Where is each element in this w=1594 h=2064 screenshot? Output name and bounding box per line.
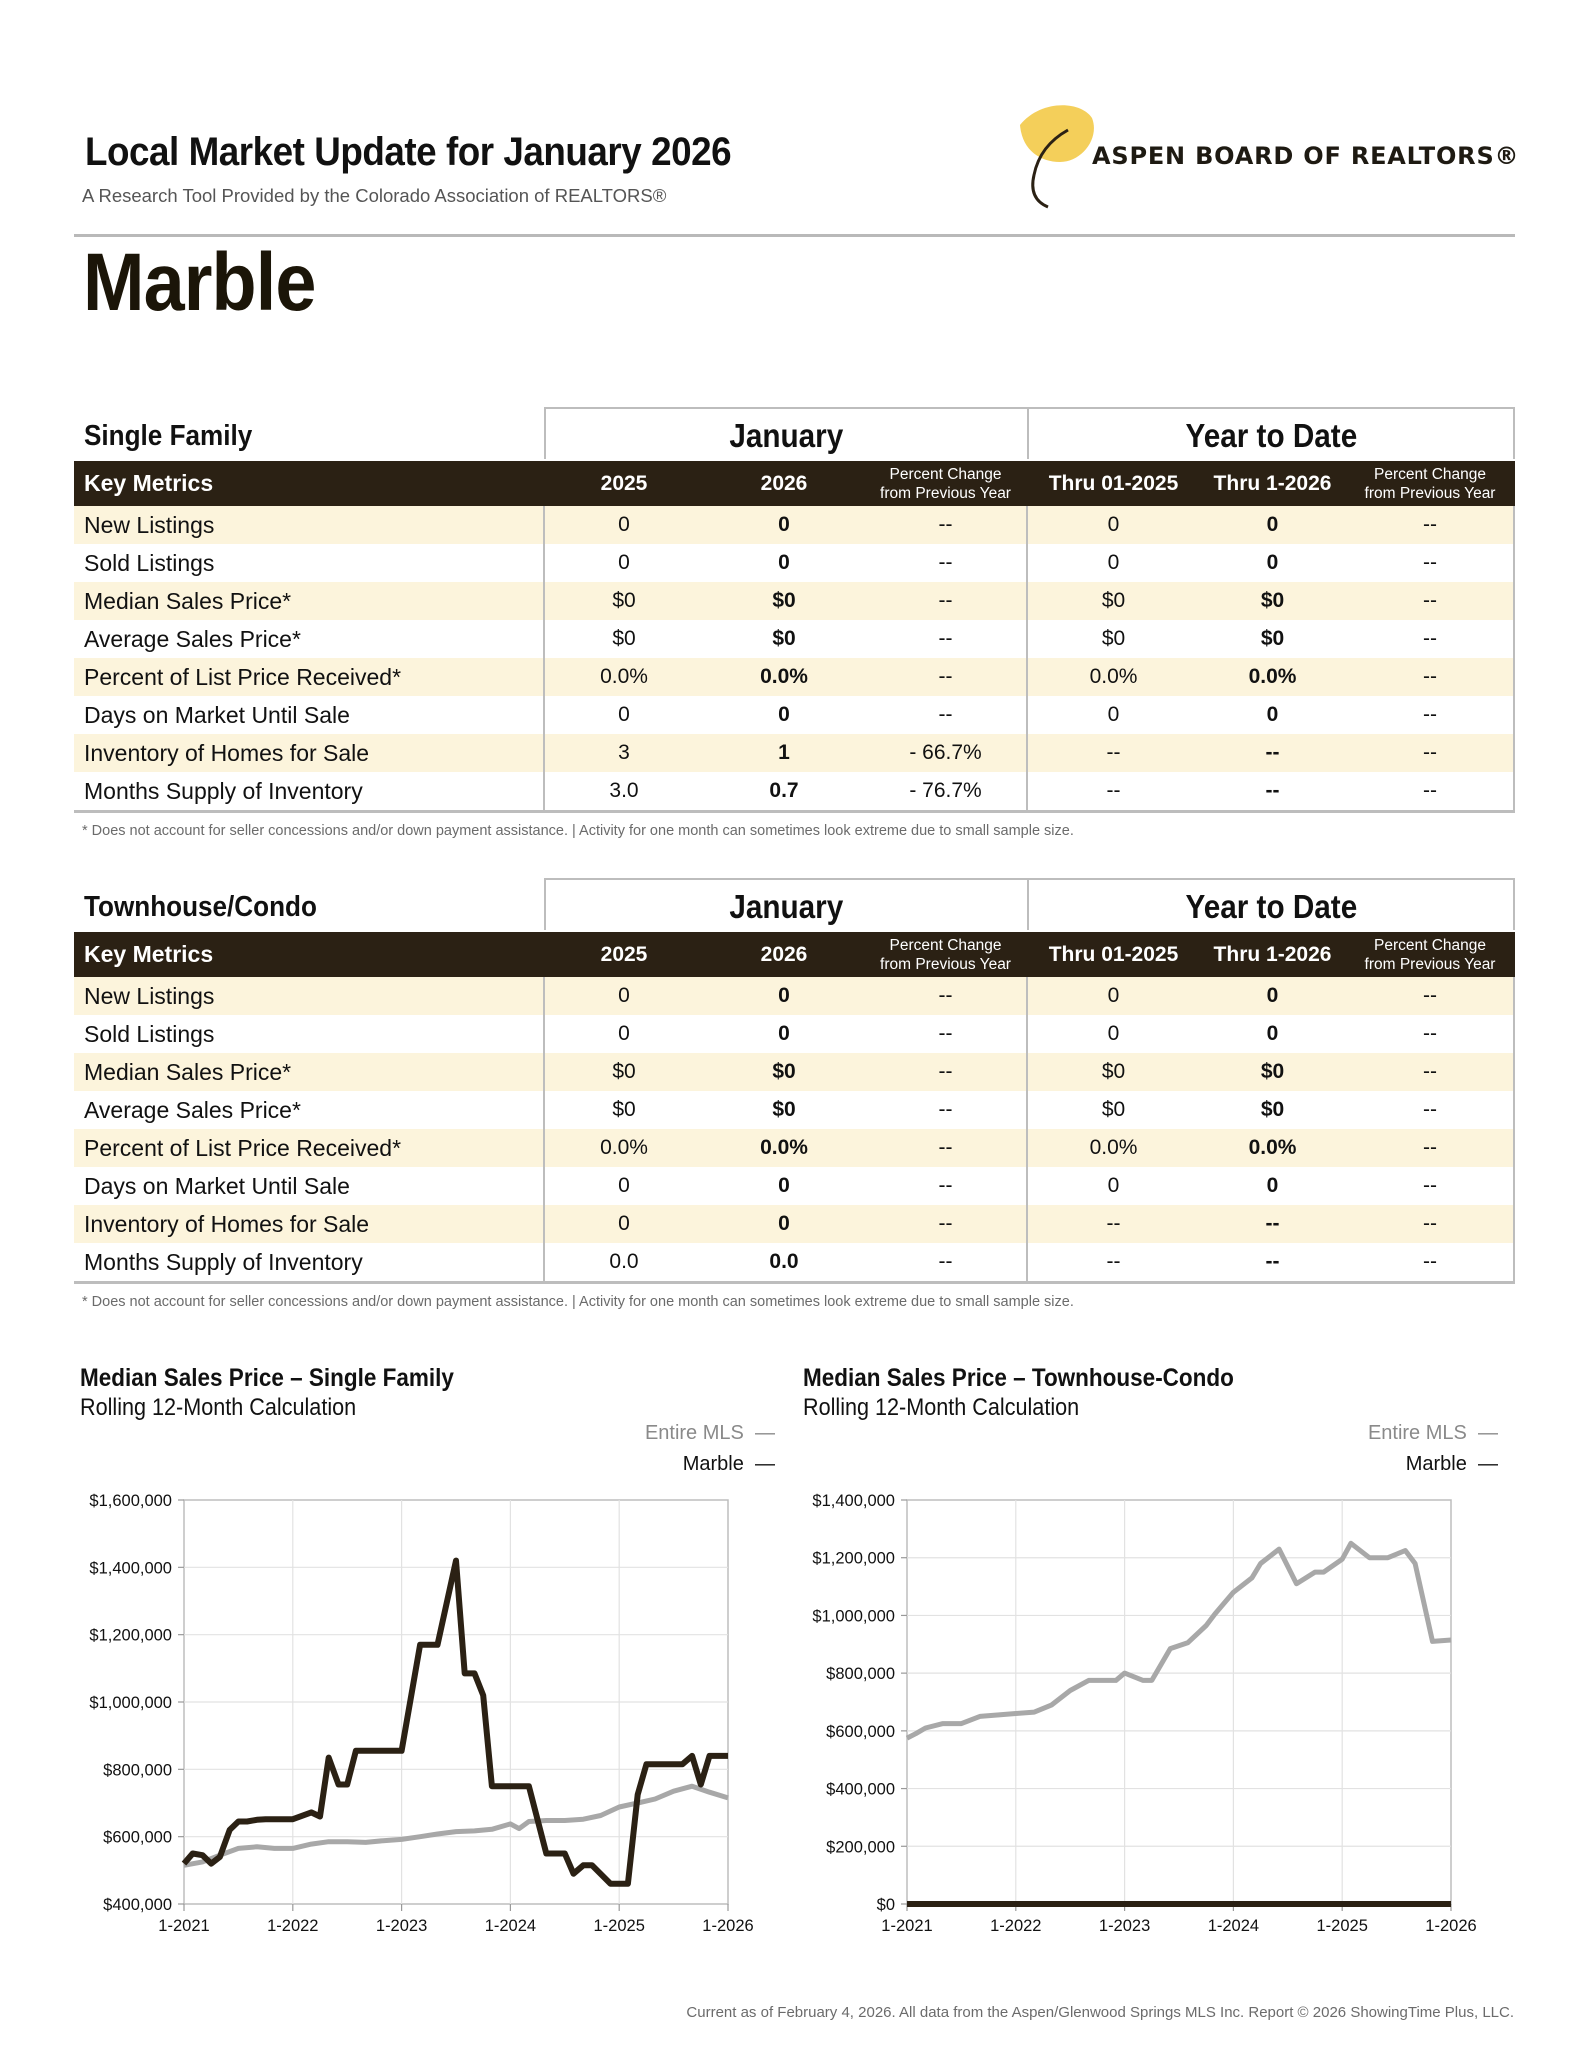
ytd-prev: 0.0% bbox=[1089, 1136, 1138, 1159]
table-bottom-border bbox=[74, 1281, 1515, 1284]
ytd-pct-change: -- bbox=[1423, 1098, 1437, 1121]
logo-text: ASPEN BOARD OF REALTORS® bbox=[1092, 142, 1520, 170]
metric-name: Inventory of Homes for Sale bbox=[84, 1210, 370, 1237]
metric-name: Median Sales Price* bbox=[84, 1058, 292, 1085]
metric-name: New Listings bbox=[84, 511, 215, 538]
col-2025-header: 2025 bbox=[600, 471, 648, 495]
x-tick-label: 1-2026 bbox=[1425, 1917, 1477, 1935]
value-2025: $0 bbox=[612, 627, 636, 650]
ytd-pct-change: -- bbox=[1423, 665, 1437, 688]
y-tick-label: $1,000,000 bbox=[89, 1694, 172, 1712]
place-name: Marble bbox=[83, 237, 316, 328]
table-row bbox=[74, 1243, 1515, 1281]
x-tick-label: 1-2026 bbox=[702, 1917, 754, 1935]
ytd-pct-change: -- bbox=[1423, 1022, 1437, 1045]
single-family-price-chart bbox=[80, 1364, 775, 1944]
metric-name: Percent of List Price Received* bbox=[84, 663, 402, 690]
y-tick-label: $0 bbox=[876, 1896, 895, 1914]
ytd-prev: $0 bbox=[1101, 1098, 1126, 1121]
metric-name: Average Sales Price* bbox=[84, 1096, 301, 1123]
pct-change: - 66.7% bbox=[909, 741, 982, 764]
legend-entire-mls: Entire MLS — bbox=[1367, 1422, 1498, 1444]
table-row bbox=[74, 658, 1515, 696]
ytd-prev: 0 bbox=[1107, 1022, 1120, 1045]
ytd-prev: 0.0% bbox=[1089, 665, 1138, 688]
value-2025: 0.0 bbox=[609, 1250, 639, 1273]
ytd-prev: 0 bbox=[1107, 984, 1120, 1007]
table-bottom-border bbox=[74, 810, 1515, 813]
report-footer: Current as of February 4, 2026. All data from the Aspen/Glenwood Springs MLS Inc. Report © 2026 ShowingTime Plus, LLC. bbox=[686, 2004, 1514, 2021]
ytd-pct-change: -- bbox=[1423, 627, 1437, 650]
legend-entire-mls: Entire MLS — bbox=[644, 1422, 775, 1444]
metric-name: Months Supply of Inventory bbox=[84, 1248, 363, 1275]
pct-change: -- bbox=[938, 1022, 953, 1045]
col-pct-change-header: Percent Change from Previous Year bbox=[880, 465, 1011, 502]
value-2026: $0 bbox=[772, 627, 796, 650]
y-tick-label: $600,000 bbox=[826, 1722, 895, 1741]
ytd-curr: 0.0% bbox=[1248, 1136, 1297, 1159]
ytd-pct-change: -- bbox=[1423, 1060, 1437, 1083]
ytd-curr: -- bbox=[1265, 779, 1280, 802]
ytd-prev: -- bbox=[1106, 779, 1121, 802]
series-line-entire-mls bbox=[907, 1543, 1451, 1738]
x-tick-label: 1-2024 bbox=[1207, 1917, 1260, 1935]
pct-change: -- bbox=[938, 703, 953, 726]
value-2025: 0 bbox=[618, 703, 630, 726]
january-group-header: January bbox=[544, 407, 1029, 459]
pct-change: -- bbox=[938, 1060, 953, 1083]
townhouse-condo-table bbox=[74, 878, 1515, 1310]
table-column-divider bbox=[1513, 977, 1515, 1281]
value-2026: 0.0 bbox=[769, 1250, 799, 1273]
table-row bbox=[74, 1015, 1515, 1053]
ytd-curr: 0 bbox=[1266, 1022, 1279, 1045]
value-2026: 0 bbox=[778, 1022, 790, 1045]
pct-change: -- bbox=[938, 665, 953, 688]
value-2025: $0 bbox=[612, 1060, 636, 1083]
value-2026: $0 bbox=[772, 1098, 796, 1121]
value-2025: 0 bbox=[618, 1174, 630, 1197]
y-tick-label: $1,600,000 bbox=[89, 1492, 172, 1510]
table-row bbox=[74, 620, 1515, 658]
ytd-prev: 0 bbox=[1107, 1174, 1120, 1197]
y-tick-label: $1,400,000 bbox=[89, 1559, 172, 1578]
metric-name: Sold Listings bbox=[84, 1020, 215, 1047]
value-2026: 1 bbox=[778, 741, 790, 764]
metric-name: Inventory of Homes for Sale bbox=[84, 739, 370, 766]
col-ytd-pct-change-header: Percent Change from Previous Year bbox=[1364, 936, 1496, 973]
x-tick-label: 1-2022 bbox=[267, 1917, 319, 1935]
x-tick-label: 1-2024 bbox=[484, 1917, 537, 1935]
x-tick-label: 1-2025 bbox=[1316, 1917, 1368, 1935]
ytd-curr: $0 bbox=[1260, 1098, 1285, 1121]
y-tick-label: $400,000 bbox=[103, 1896, 172, 1914]
metric-name: Days on Market Until Sale bbox=[84, 1172, 350, 1199]
metric-name: Percent of List Price Received* bbox=[84, 1134, 402, 1161]
x-tick-label: 1-2021 bbox=[881, 1917, 933, 1935]
chart-plot bbox=[803, 1364, 1483, 1944]
ytd-pct-change: -- bbox=[1423, 779, 1437, 802]
table-header-row bbox=[74, 932, 1515, 977]
table-section-title: Townhouse/Condo bbox=[84, 891, 317, 923]
ytd-prev: $0 bbox=[1101, 627, 1126, 650]
ytd-prev: 0 bbox=[1107, 703, 1120, 726]
metric-name: Sold Listings bbox=[84, 549, 215, 576]
value-2026: 0 bbox=[778, 513, 790, 536]
single-family-table bbox=[74, 407, 1515, 839]
pct-change: -- bbox=[938, 589, 953, 612]
ytd-prev: -- bbox=[1106, 1250, 1121, 1273]
table-body bbox=[74, 977, 1515, 1281]
legend-marble: Marble — bbox=[1405, 1453, 1498, 1475]
value-2026: 0 bbox=[778, 1212, 790, 1235]
pct-change: -- bbox=[938, 1098, 953, 1121]
series-line-entire-mls bbox=[184, 1786, 728, 1865]
table-column-divider bbox=[543, 977, 545, 1281]
table-row bbox=[74, 506, 1515, 544]
y-tick-label: $800,000 bbox=[826, 1665, 895, 1684]
chart-title: Median Sales Price – Single Family bbox=[80, 1364, 454, 1392]
ytd-pct-change: -- bbox=[1423, 741, 1437, 764]
ytd-prev: -- bbox=[1106, 741, 1121, 764]
col-thru-curr-header: Thru 1-2026 bbox=[1213, 942, 1332, 966]
table-row bbox=[74, 734, 1515, 772]
y-tick-label: $400,000 bbox=[826, 1780, 895, 1799]
ytd-prev: 0 bbox=[1107, 551, 1120, 574]
value-2025: 3.0 bbox=[609, 779, 639, 802]
table-section-title: Single Family bbox=[84, 420, 253, 452]
metric-name: Median Sales Price* bbox=[84, 587, 292, 614]
ytd-prev: $0 bbox=[1101, 1060, 1126, 1083]
ytd-pct-change: -- bbox=[1423, 1174, 1437, 1197]
pct-change: - 76.7% bbox=[909, 779, 982, 802]
table-footnote: * Does not account for seller concessions and/or down payment assistance. | Activity for one month can sometimes look extreme due to small sample size. bbox=[82, 1294, 1074, 1310]
townhouse-condo-price-chart bbox=[803, 1364, 1498, 1944]
ytd-pct-change: -- bbox=[1423, 984, 1437, 1007]
y-tick-label: $1,000,000 bbox=[812, 1607, 895, 1626]
y-tick-label: $600,000 bbox=[103, 1828, 172, 1847]
ytd-curr: 0 bbox=[1266, 551, 1279, 574]
pct-change: -- bbox=[938, 1212, 953, 1235]
table-header-row bbox=[74, 461, 1515, 506]
col-thru-prev-header: Thru 01-2025 bbox=[1048, 471, 1179, 495]
pct-change: -- bbox=[938, 984, 953, 1007]
ytd-curr: -- bbox=[1265, 1212, 1280, 1235]
ytd-prev: -- bbox=[1106, 1212, 1121, 1235]
chart-subtitle: Rolling 12-Month Calculation bbox=[803, 1394, 1080, 1421]
value-2026: 0.7 bbox=[769, 779, 799, 802]
ytd-prev: $0 bbox=[1101, 589, 1126, 612]
value-2025: $0 bbox=[612, 589, 636, 612]
col-ytd-pct-change-header: Percent Change from Previous Year bbox=[1364, 465, 1496, 502]
aspen-leaf-icon bbox=[1010, 100, 1100, 215]
ytd-prev: 0 bbox=[1107, 513, 1120, 536]
grid bbox=[901, 1500, 1451, 1911]
ytd-curr: 0.0% bbox=[1248, 665, 1297, 688]
pct-change: -- bbox=[938, 1250, 953, 1273]
report-title: Local Market Update for January 2026 bbox=[85, 130, 732, 174]
table-column-divider bbox=[1513, 506, 1515, 810]
value-2026: 0 bbox=[778, 703, 790, 726]
pct-change: -- bbox=[938, 1136, 953, 1159]
pct-change: -- bbox=[938, 1174, 953, 1197]
pct-change: -- bbox=[938, 551, 953, 574]
value-2025: 0 bbox=[618, 1022, 630, 1045]
ytd-group-header: Year to Date bbox=[1027, 407, 1515, 459]
value-2025: $0 bbox=[612, 1098, 636, 1121]
col-2026-header: 2026 bbox=[760, 942, 808, 966]
table-row bbox=[74, 696, 1515, 734]
table-row bbox=[74, 772, 1515, 810]
col-thru-curr-header: Thru 1-2026 bbox=[1213, 471, 1332, 495]
ytd-pct-change: -- bbox=[1423, 589, 1437, 612]
table-body bbox=[74, 506, 1515, 810]
table-row bbox=[74, 977, 1515, 1015]
value-2026: 0 bbox=[778, 551, 790, 574]
x-tick-label: 1-2023 bbox=[1098, 1917, 1151, 1935]
table-row bbox=[74, 544, 1515, 582]
ytd-curr: -- bbox=[1265, 1250, 1280, 1273]
chart-plot bbox=[80, 1364, 760, 1944]
report-subtitle: A Research Tool Provided by the Colorado Association of REALTORS® bbox=[82, 185, 667, 206]
x-tick-label: 1-2023 bbox=[375, 1917, 428, 1935]
table-column-divider bbox=[1026, 977, 1028, 1281]
table-row bbox=[74, 1053, 1515, 1091]
pct-change: -- bbox=[938, 513, 953, 536]
plot-frame bbox=[907, 1500, 1451, 1904]
ytd-curr: $0 bbox=[1260, 627, 1285, 650]
ytd-pct-change: -- bbox=[1423, 1136, 1437, 1159]
table-column-divider bbox=[543, 506, 545, 810]
january-group-header: January bbox=[544, 878, 1029, 930]
value-2026: $0 bbox=[772, 589, 796, 612]
value-2025: 0.0% bbox=[600, 665, 648, 688]
pct-change: -- bbox=[938, 627, 953, 650]
y-tick-label: $1,200,000 bbox=[812, 1549, 895, 1568]
value-2026: 0.0% bbox=[760, 665, 808, 688]
table-row bbox=[74, 1167, 1515, 1205]
metric-name: New Listings bbox=[84, 982, 215, 1009]
y-tick-label: $1,400,000 bbox=[812, 1492, 895, 1510]
col-2026-header: 2026 bbox=[760, 471, 808, 495]
key-metrics-header: Key Metrics bbox=[84, 470, 214, 496]
ytd-pct-change: -- bbox=[1423, 1250, 1437, 1273]
legend-marble: Marble — bbox=[682, 1453, 775, 1475]
x-tick-label: 1-2025 bbox=[593, 1917, 645, 1935]
ytd-pct-change: -- bbox=[1423, 703, 1437, 726]
ytd-group-header: Year to Date bbox=[1027, 878, 1515, 930]
table-row bbox=[74, 1205, 1515, 1243]
key-metrics-header: Key Metrics bbox=[84, 941, 214, 967]
col-pct-change-header: Percent Change from Previous Year bbox=[880, 936, 1011, 973]
ytd-pct-change: -- bbox=[1423, 1212, 1437, 1235]
ytd-curr: 0 bbox=[1266, 1174, 1279, 1197]
table-row bbox=[74, 582, 1515, 620]
value-2025: 0 bbox=[618, 984, 630, 1007]
aspen-board-logo bbox=[1010, 100, 1525, 215]
table-column-divider bbox=[1026, 506, 1028, 810]
value-2026: 0 bbox=[778, 984, 790, 1007]
table-row bbox=[74, 1129, 1515, 1167]
value-2026: 0 bbox=[778, 1174, 790, 1197]
y-tick-label: $200,000 bbox=[826, 1838, 895, 1857]
value-2025: 0 bbox=[618, 551, 630, 574]
col-thru-prev-header: Thru 01-2025 bbox=[1048, 942, 1179, 966]
chart-subtitle: Rolling 12-Month Calculation bbox=[80, 1394, 357, 1421]
ytd-curr: 0 bbox=[1266, 703, 1279, 726]
value-2025: 0 bbox=[618, 1212, 630, 1235]
x-tick-label: 1-2022 bbox=[990, 1917, 1042, 1935]
table-row bbox=[74, 1091, 1515, 1129]
ytd-pct-change: -- bbox=[1423, 513, 1437, 536]
series-line-marble bbox=[184, 1561, 728, 1884]
ytd-curr: 0 bbox=[1266, 513, 1279, 536]
ytd-curr: $0 bbox=[1260, 1060, 1285, 1083]
value-2026: $0 bbox=[772, 1060, 796, 1083]
y-tick-label: $800,000 bbox=[103, 1761, 172, 1780]
ytd-curr: $0 bbox=[1260, 589, 1285, 612]
ytd-curr: -- bbox=[1265, 741, 1280, 764]
y-tick-label: $1,200,000 bbox=[89, 1626, 172, 1645]
ytd-pct-change: -- bbox=[1423, 551, 1437, 574]
metric-name: Average Sales Price* bbox=[84, 625, 301, 652]
value-2026: 0.0% bbox=[760, 1136, 808, 1159]
col-2025-header: 2025 bbox=[600, 942, 648, 966]
metric-name: Days on Market Until Sale bbox=[84, 701, 350, 728]
value-2025: 3 bbox=[618, 741, 630, 764]
chart-title: Median Sales Price – Townhouse-Condo bbox=[803, 1364, 1234, 1392]
value-2025: 0 bbox=[618, 513, 630, 536]
ytd-curr: 0 bbox=[1266, 984, 1279, 1007]
x-tick-label: 1-2021 bbox=[158, 1917, 210, 1935]
metric-name: Months Supply of Inventory bbox=[84, 777, 363, 804]
table-footnote: * Does not account for seller concessions and/or down payment assistance. | Activity for one month can sometimes look extreme due to small sample size. bbox=[82, 823, 1074, 839]
value-2025: 0.0% bbox=[600, 1136, 648, 1159]
